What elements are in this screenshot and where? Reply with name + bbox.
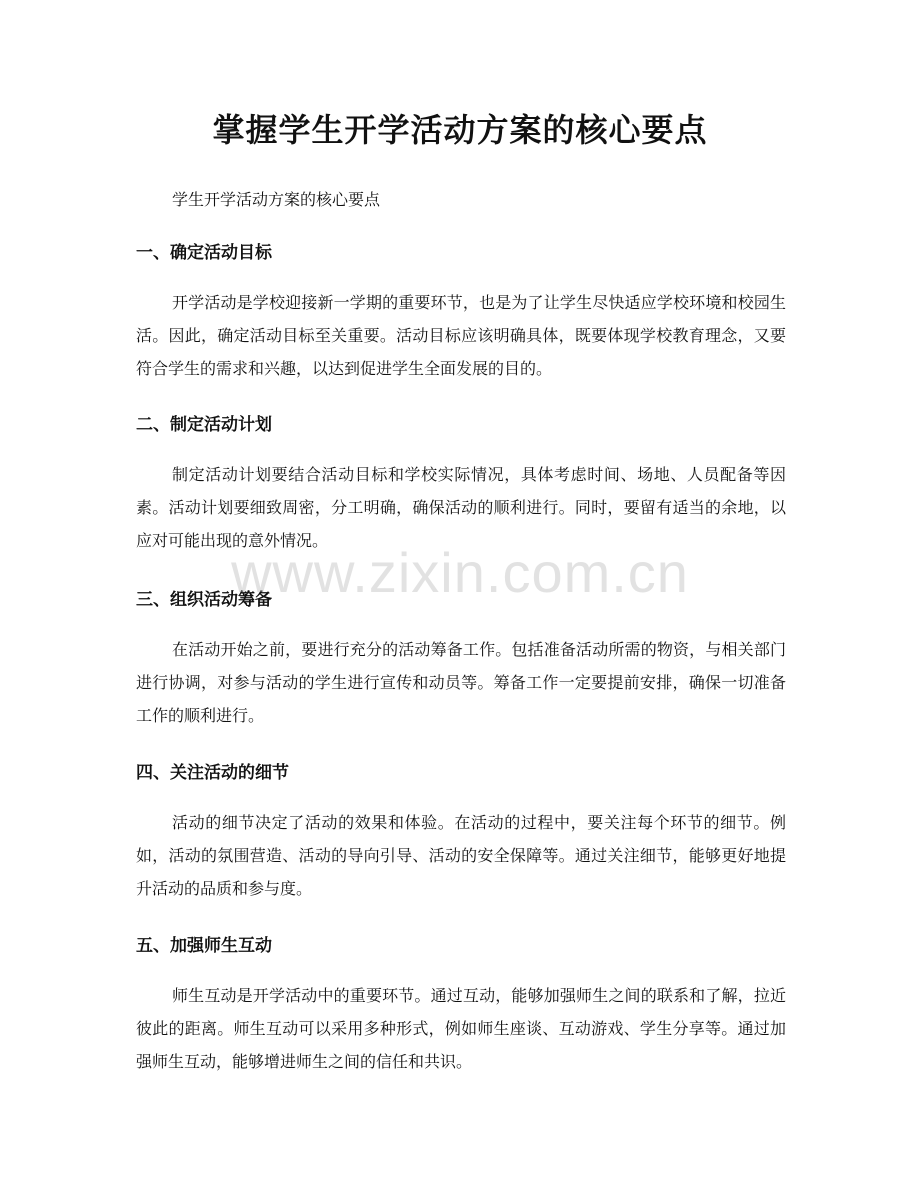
section-paragraph-3: 在活动开始之前，要进行充分的活动筹备工作。包括准备活动所需的物资，与相关部门进行协调，对参与活动的学生进行宣传和动员等。筹备工作一定要提前安排，确保一切准备工作的顺利进行。 (136, 640, 786, 725)
section-heading-4: 四、关注活动的细节 (136, 763, 289, 783)
section-paragraph-1: 开学活动是学校迎接新一学期的重要环节，也是为了让学生尽快适应学校环境和校园生活。因此，确定活动目标至关重要。活动目标应该明确具体，既要体现学校教育理念，又要符合学生的需求和兴趣，以达到促进学生全面发展的目的。 (136, 293, 786, 378)
section-paragraph-2: 制定活动计划要结合活动目标和学校实际情况，具体考虑时间、场地、人员配备等因素。活动计划要细致周密，分工明确，确保活动的顺利进行。同时，要留有适当的余地，以应对可能出现的意外情况。 (136, 465, 786, 550)
section-paragraph-4: 活动的细节决定了活动的效果和体验。在活动的过程中，要关注每个环节的细节。例如，活动的氛围营造、活动的导向引导、活动的安全保障等。通过关注细节，能够更好地提升活动的品质和参与度。 (136, 813, 786, 898)
section-heading-3: 三、组织活动筹备 (136, 590, 272, 610)
section-heading-5: 五、加强师生互动 (136, 936, 272, 956)
section-heading-1: 一、确定活动目标 (136, 243, 272, 263)
document-subtitle: 学生开学活动方案的核心要点 (172, 190, 381, 209)
section-paragraph-5: 师生互动是开学活动中的重要环节。通过互动，能够加强师生之间的联系和了解，拉近彼此的距离。师生互动可以采用多种形式，例如师生座谈、互动游戏、学生分享等。通过加强师生互动，能够增进师生之间的信任和共识。 (136, 986, 786, 1071)
section-heading-2: 二、制定活动计划 (136, 415, 272, 435)
document-title: 掌握学生开学活动方案的核心要点 (212, 111, 708, 149)
watermark: www.zixin.com.cn (231, 541, 689, 604)
